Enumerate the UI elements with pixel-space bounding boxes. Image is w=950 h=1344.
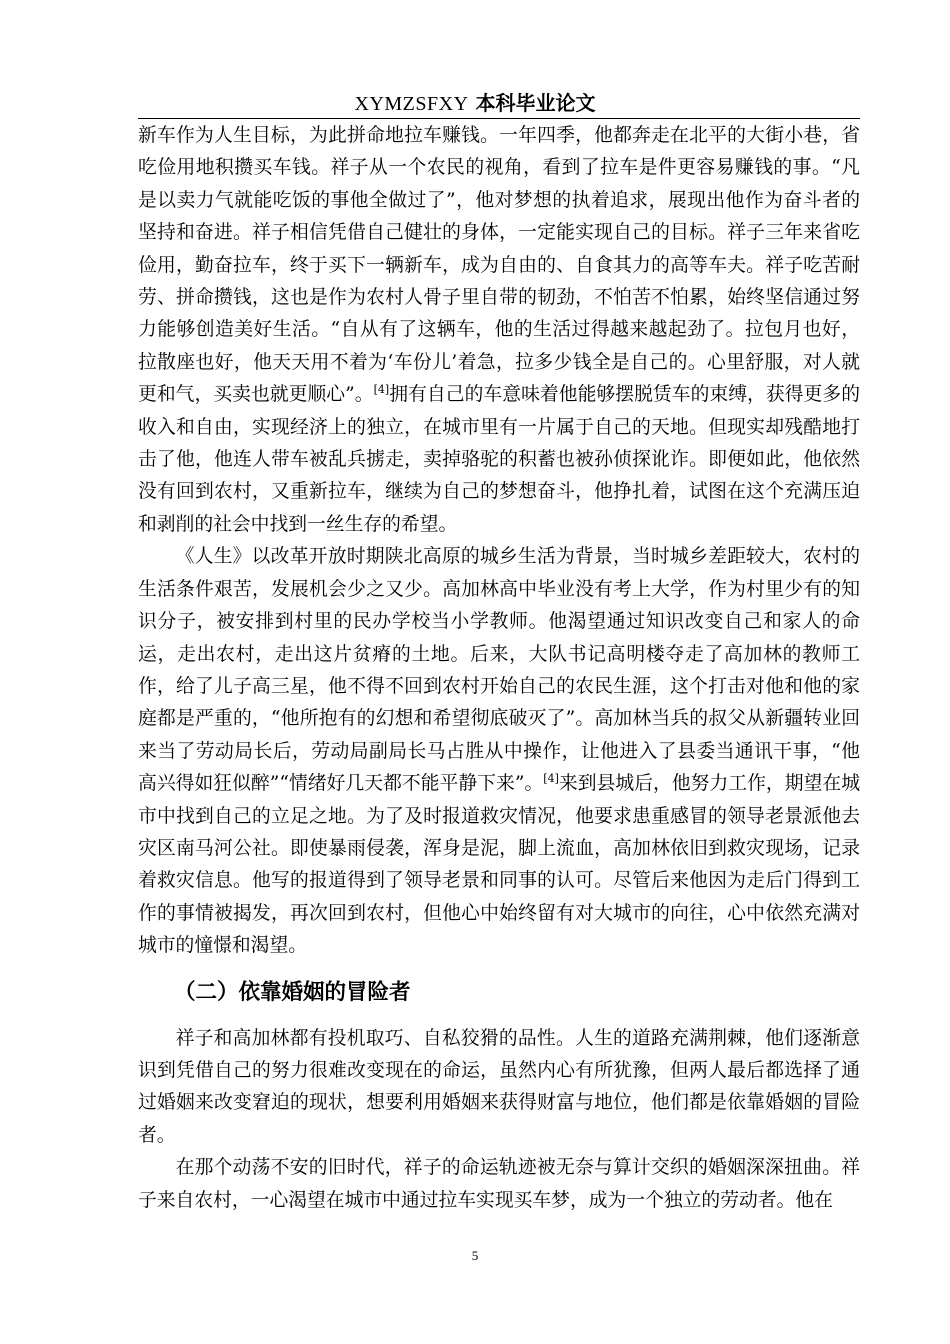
body-text <box>138 120 860 1217</box>
header-divider <box>138 118 860 119</box>
citation-marker: [4] <box>373 383 390 397</box>
section-heading: （二）依靠婚姻的冒险者 <box>174 979 411 1005</box>
paragraph-text: 《人生》以改革开放时期陕北高原的城乡生活为背景，当时城乡差距较大，农村的生活条件艰苦，发展机会少之又少。高加林高中毕业没有考上大学，作为村里少有的知识分子，被安排到村里的民办学校当小学教师。他渴望通过知识改变自己和家人的命运，走出农村，走出这片贫瘠的土地。后来，大队书记高明楼夺走了高加林的教师工作，给了儿子高三星，他不得不回到农村开始自己的农民生涯，这个打击对他和他的家庭都是严重的，“他所抱有的幻想和希望彻底破灭了”。高加林当兵的叔父从新疆转业回来当了劳动局长后，劳动局副局长马占胜从中操作，让他进入了县委当通讯干事，“他高兴得如狂似醉”“情绪好几天都不能平静下来”。 <box>138 546 860 795</box>
paragraph-text: 来到县城后，他努力工作，期望在城市中找到自己的立足之地。为了及时报道救灾情况，他要求患重感冒的领导老景派他去灾区南马河公社。即使暴雨侵袭，浑身是泥，脚上流血，高加林依旧到救灾现场，记录着救灾信息。他写的报道得到了领导老景和同事的认可。尽管后来他因为走后门得到工作的事情被揭发，再次回到农村，但他心中始终留有对大城市的向往，心中依然充满对城市的憧憬和渴望。 <box>138 773 860 957</box>
page-header <box>0 88 950 119</box>
page-number: 5 <box>471 1248 479 1263</box>
paragraph-text: 新车作为人生目标，为此拼命地拉车赚钱。一年四季，他都奔走在北平的大街小巷，省吃俭用地积攒买车钱。祥子从一个农民的视角，看到了拉车是件更容易赚钱的事。“凡是以卖力气就能吃饭的事他全做过了”，他对梦想的执着追求，展现出他作为奋斗者的坚持和奋进。祥子相信凭借自己健壮的身体，一定能实现自己的目标。祥子三年来省吃俭用，勤奋拉车，终于买下一辆新车，成为自由的、自食其力的高等车夫。祥子吃苦耐劳、拼命攒钱，这也是作为农村人骨子里自带的韧劲，不怕苦不怕累，始终坚信通过努力能够创造美好生活。“自从有了这辆车，他的生活过得越来越起劲了。拉包月也好，拉散座也好，他天天用不着为‘车份儿’着急，拉多少钱全是自己的。心里舒服，对人就更和气，买卖也就更顺心”。 <box>138 125 860 406</box>
citation-marker: [4] <box>543 772 559 786</box>
paragraph-rensheng <box>138 541 860 962</box>
header-thesis-label: 本科毕业论文 <box>468 91 596 115</box>
paragraph-text: 拥有自己的车意味着他能够摆脱赁车的束缚，获得更多的收入和自由，实现经济上的独立，在城市里有一片属于自己的天地。但现实却残酷地打击了他，他连人带车被乱兵掳走，卖掉骆驼的积蓄也被孙侦探讹诈。即便如此，他依然没有回到农村，又重新拉车，继续为自己的梦想奋斗，他挣扎着，试图在这个充满压迫和剥削的社会中找到一丝生存的希望。 <box>138 384 860 535</box>
paragraph-marriage-intro: 祥子和高加林都有投机取巧、自私狡猾的品性。人生的道路充满荆棘，他们逐渐意识到凭借自己的努力很难改变现在的命运，虽然内心有所犹豫，但两人最后都选择了通过婚姻来改变窘迫的现状，想要利用婚姻来获得财富与地位，他们都是依靠婚姻的冒险者。 <box>138 1027 860 1146</box>
paragraph-continued <box>138 120 860 541</box>
paragraph-xiangzi-marriage: 在那个动荡不安的旧时代，祥子的命运轨迹被无奈与算计交织的婚姻深深扭曲。祥子来自农村，一心渴望在城市中通过拉车实现买车梦，成为一个独立的劳动者。他在 <box>138 1157 860 1211</box>
header-school-code: XYMZSFXY <box>354 93 469 115</box>
